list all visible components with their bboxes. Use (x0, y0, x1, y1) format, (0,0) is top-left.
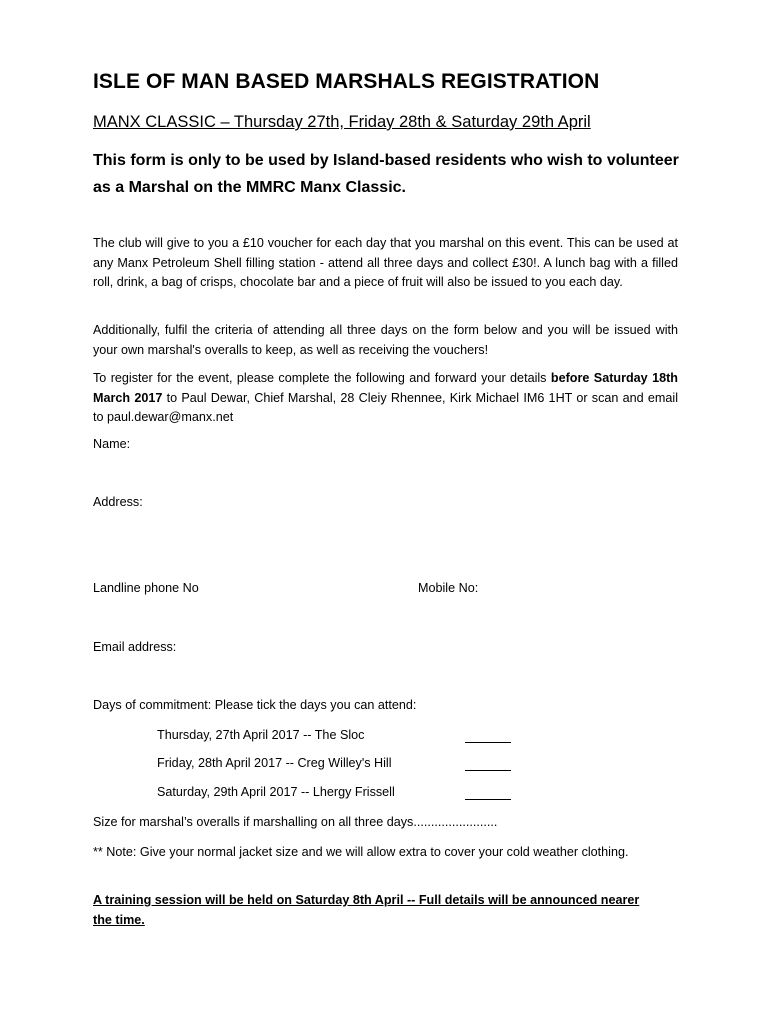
instructions-end: to Paul Dewar, Chief Marshal, 28 Cleiy Rhennee, Kirk Michael IM6 1HT or scan and email to paul.dewar@manx.net (93, 390, 678, 424)
overalls-paragraph: Additionally, fulfil the criteria of attending all three days on the form below and you will be issued with your own marshal's overalls to keep, as well as receiving the vouchers! (93, 323, 678, 357)
day-option-friday: Friday, 28th April 2017 -- Creg Willey's Hill (157, 756, 392, 770)
eligibility-statement: This form is only to be used by Island-based residents who wish to volunteer as a Marshal on the MMRC Manx Classic. (93, 152, 679, 196)
overalls-size-label: Size for marshal’s overalls if marshalling on all three days........................ (93, 815, 498, 829)
tick-line-saturday[interactable] (465, 799, 511, 800)
page-title: ISLE OF MAN BASED MARSHALS REGISTRATION (93, 70, 600, 93)
landline-field-label: Landline phone No (93, 581, 199, 595)
day-option-saturday: Saturday, 29th April 2017 -- Lhergy Frissell (157, 785, 395, 799)
training-session-notice: A training session will be held on Saturday 8th April -- Full details will be announced nearer the time. (93, 893, 640, 927)
registration-instructions (93, 369, 678, 428)
event-subtitle: MANX CLASSIC – Thursday 27th, Friday 28th & Saturday 29th April (93, 113, 591, 131)
day-option-thursday: Thursday, 27th April 2017 -- The Sloc (157, 728, 365, 742)
name-field-label: Name: (93, 437, 131, 451)
tick-line-friday[interactable] (465, 770, 511, 771)
instructions-start: To register for the event, please complete the following and forward your details (93, 371, 551, 385)
deadline-text: before Saturday 18th March 2017 (93, 371, 679, 405)
tick-line-thursday[interactable] (465, 742, 511, 743)
email-field-label: Email address: (93, 640, 177, 654)
days-commitment-label: Days of commitment: Please tick the days you can attend: (93, 698, 417, 712)
voucher-paragraph: The club will give to you a £10 voucher for each day that you marshal on this event. This can be used at any Manx Petroleum Shell filling station - attend all three days and collect £30!. A lunch bag with a filled roll, drink, a bag of crisps, chocolate bar and a piece of fruit will also be issued to you each day. (93, 236, 678, 289)
jacket-size-note: ** Note: Give your normal jacket size and we will allow extra to cover your cold weather clothing. (93, 845, 629, 859)
address-field-label: Address: (93, 495, 143, 509)
mobile-field-label: Mobile No: (418, 581, 479, 595)
